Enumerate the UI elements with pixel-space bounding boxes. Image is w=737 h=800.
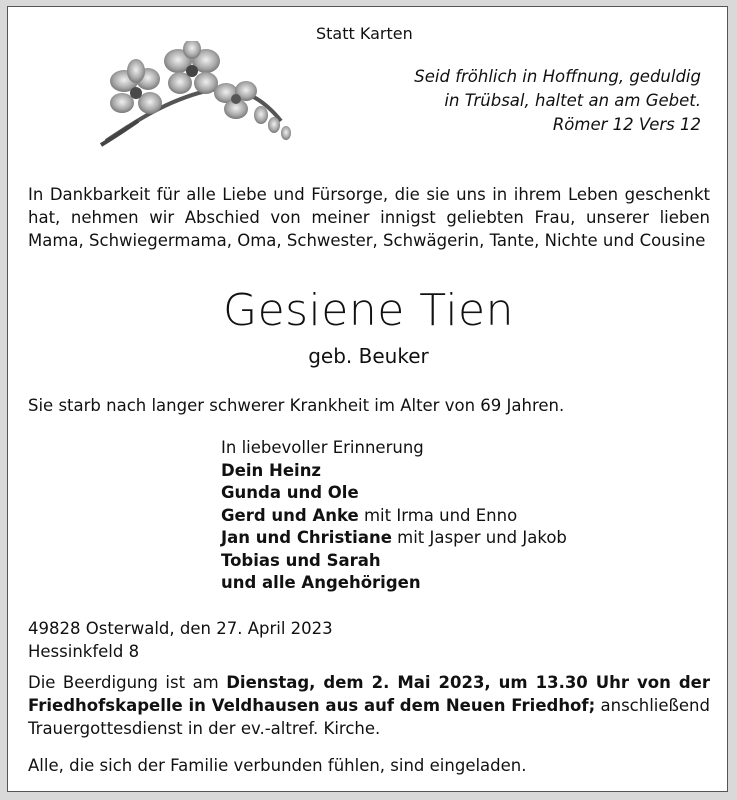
mourner-row: und alle Angehörigen — [221, 573, 421, 592]
intro-paragraph: In Dankbarkeit für alle Liebe und Fürsorge, die sie uns in ihrem Leben geschenkt hat, nehmen wir Abschied von meiner innigst geliebten Frau, unserer lieben Mama, Schwiegermama, Oma, Schwester, Schwägerin, Tante, Nichte und Cousine — [28, 185, 710, 250]
quote-line-2: in Trübsal, haltet an am Gebet. — [444, 91, 701, 110]
funeral-notice: Die Beerdigung ist am Dienstag, dem 2. Mai 2023, um 13.30 Uhr von der Friedhofskapelle in Veldhausen aus auf dem Neuen Friedhof; anschließend Trauergottesdienst in der ev.-altref. Kirche. — [28, 673, 710, 738]
death-statement: Sie starb nach langer schwerer Krankheit im Alter von 69 Jahren. — [28, 396, 565, 415]
obituary-card — [7, 6, 728, 792]
mourners-list — [221, 437, 567, 595]
mourner-row: Tobias und Sarah — [221, 550, 381, 570]
mourners-lead: In liebevoller Erinnerung — [221, 438, 424, 457]
maiden-name: geb. Beuker — [308, 344, 429, 368]
place-date: 49828 Osterwald, den 27. April 2023 — [28, 619, 333, 638]
quote-line-1: Seid fröhlich in Hoffnung, geduldig — [414, 67, 701, 86]
deceased-name: Gesiene Tien — [222, 285, 515, 336]
bible-quote — [414, 65, 701, 137]
statt-karten-label: Statt Karten — [316, 24, 413, 43]
invitation-line: Alle, die sich der Familie verbunden fühlen, sind eingeladen. — [28, 756, 527, 775]
mourner-row: Gunda und Ole — [221, 483, 359, 502]
mourner-row: Gerd und Anke mit Irma und Enno — [221, 505, 518, 525]
address-block — [28, 617, 333, 663]
quote-reference: Römer 12 Vers 12 — [552, 115, 701, 134]
orchid-icon — [96, 41, 296, 151]
mourner-row: Jan und Christiane mit Jasper und Jakob — [221, 528, 567, 547]
mourner-row: Dein Heinz — [221, 460, 322, 480]
street: Hessinkfeld 8 — [28, 642, 140, 661]
